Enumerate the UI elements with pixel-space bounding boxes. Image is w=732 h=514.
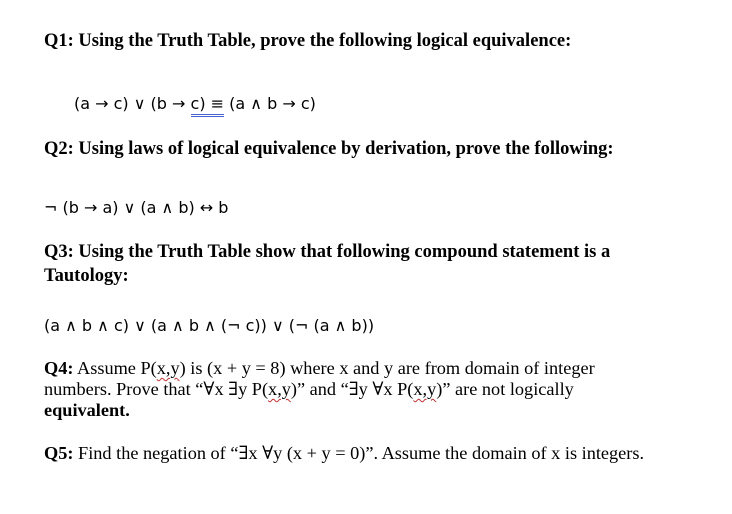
q5-label: Q5: bbox=[44, 443, 74, 463]
q4-xy-3: x,y bbox=[413, 379, 437, 399]
q1-formula-left: (a → c) ∨ (b → bbox=[74, 94, 191, 113]
q4-line1-a: Assume P( bbox=[73, 358, 157, 378]
q3-formula: (a ∧ b ∧ c) ∨ (a ∧ b ∧ (¬ c)) ∨ (¬ (a ∧ b)) bbox=[44, 316, 375, 335]
q2-heading: Q2: Using laws of logical equivalence by derivation, prove the following: bbox=[44, 139, 614, 159]
q4-line3: equivalent. bbox=[44, 400, 130, 420]
q3-heading-line2: Tautology: bbox=[44, 266, 129, 286]
q1-heading: Q1: Using the Truth Table, prove the following logical equivalence: bbox=[44, 31, 572, 51]
q4-line1 bbox=[44, 359, 595, 377]
q5-text: Find the negation of “∃x ∀y (x + y = 0)”. Assume the domain of x is integers. bbox=[73, 443, 645, 463]
q3-heading-line1: Q3: Using the Truth Table show that following compound statement is a bbox=[44, 242, 611, 262]
q2-formula: ¬ (b → a) ∨ (a ∧ b) ↔ b bbox=[44, 198, 229, 217]
q1-formula-underlined-text: c) bbox=[190, 94, 211, 113]
q4-label: Q4: bbox=[44, 358, 74, 378]
q4-line2-a: numbers. Prove that “∀x ∃y P( bbox=[44, 379, 269, 399]
q1-equiv-symbol: ≡ bbox=[210, 94, 225, 113]
q1-formula-underlined bbox=[191, 94, 225, 117]
q4-line2 bbox=[44, 380, 574, 398]
q1-formula bbox=[74, 96, 316, 112]
q4-line1-b: ) is (x + y = 8) where x and y are from domain of integer bbox=[179, 358, 595, 378]
q4-line2-c: )” are not logically bbox=[436, 379, 574, 399]
q4-xy-1: x,y bbox=[156, 358, 180, 378]
q4-line2-b: )” and “∃y ∀x P( bbox=[290, 379, 414, 399]
q5-line bbox=[44, 444, 644, 462]
q4-xy-2: x,y bbox=[268, 379, 291, 399]
q1-formula-right: (a ∧ b → c) bbox=[224, 94, 316, 113]
